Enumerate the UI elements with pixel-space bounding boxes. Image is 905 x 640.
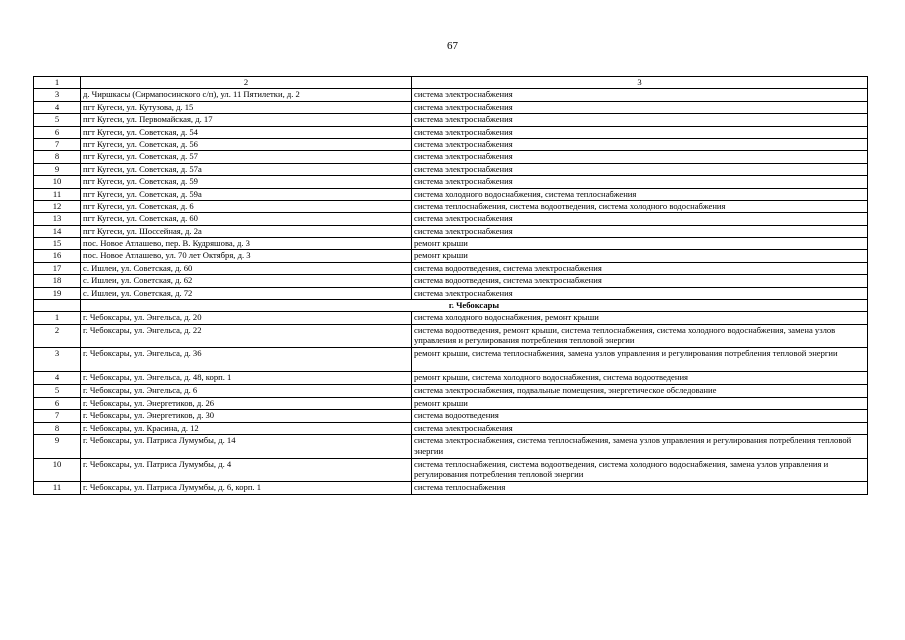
works-cell: система электроснабжения: [412, 422, 868, 434]
table-row: [34, 138, 868, 150]
address-cell: с. Ишлеи, ул. Советская, д. 72: [81, 287, 412, 299]
address-cell: г. Чебоксары, ул. Энгельса, д. 36: [81, 348, 412, 372]
section-title: г. Чебоксары: [81, 300, 868, 312]
address-cell: пос. Новое Атлашево, ул. 70 лет Октября, д. 3: [81, 250, 412, 262]
address-cell: пгт Кугеси, ул. Советская, д. 6: [81, 200, 412, 212]
row-number-cell: 5: [34, 114, 81, 126]
row-number-cell: 13: [34, 213, 81, 225]
table-row: [34, 213, 868, 225]
table-row: [34, 188, 868, 200]
address-cell: пгт Кугеси, ул. Советская, д. 56: [81, 138, 412, 150]
row-number-cell: 11: [34, 482, 81, 494]
address-cell: пгт Кугеси, ул. Советская, д. 59а: [81, 188, 412, 200]
address-cell: г. Чебоксары, ул. Энгельса, д. 48, корп. 1: [81, 372, 412, 385]
works-cell: система водоотведения: [412, 410, 868, 422]
works-cell: система холодного водоснабжения, система теплоснабжения: [412, 188, 868, 200]
page-number: 67: [447, 40, 458, 52]
works-cell: система электроснабжения: [412, 213, 868, 225]
header-row: [34, 77, 868, 89]
row-number-cell: 8: [34, 422, 81, 434]
row-number-cell: 4: [34, 101, 81, 113]
address-cell: пгт Кугеси, ул. Первомайская, д. 17: [81, 114, 412, 126]
section-row: [34, 300, 868, 312]
table-row: [34, 250, 868, 262]
row-number-cell: 3: [34, 348, 81, 372]
table-row: [34, 348, 868, 372]
works-cell: ремонт крыши: [412, 250, 868, 262]
works-cell: система теплоснабжения, система водоотведения, система холодного водоснабжения, замена узлов управления и регулирования потребления тепловой энергии: [412, 458, 868, 482]
works-cell: ремонт крыши: [412, 398, 868, 410]
table-row: [34, 200, 868, 212]
table-row: [34, 435, 868, 459]
row-number-cell: 3: [34, 89, 81, 101]
address-cell: пгт Кугеси, ул. Советская, д. 59: [81, 176, 412, 188]
works-cell: система холодного водоснабжения, ремонт крыши: [412, 312, 868, 324]
address-cell: д. Чиршкасы (Сирмапосинского с/п), ул. 11 Пятилетки, д. 2: [81, 89, 412, 101]
table-row: [34, 422, 868, 434]
works-cell: система электроснабжения, система теплоснабжения, замена узлов управления и регулирования потребления тепловой энергии: [412, 435, 868, 459]
row-number-cell: 10: [34, 176, 81, 188]
section-blank-cell: [34, 300, 81, 312]
works-cell: система водоотведения, система электроснабжения: [412, 262, 868, 274]
row-number-cell: 4: [34, 372, 81, 385]
address-cell: г. Чебоксары, ул. Энергетиков, д. 30: [81, 410, 412, 422]
repair-schedule-table: [33, 76, 868, 495]
works-cell: система теплоснабжения, система водоотведения, система холодного водоснабжения: [412, 200, 868, 212]
address-cell: с. Ишлеи, ул. Советская, д. 60: [81, 262, 412, 274]
works-cell: система электроснабжения: [412, 101, 868, 113]
works-cell: система электроснабжения: [412, 89, 868, 101]
row-number-cell: 6: [34, 126, 81, 138]
row-number-cell: 9: [34, 163, 81, 175]
table-row: [34, 225, 868, 237]
row-number-cell: 11: [34, 188, 81, 200]
address-cell: пгт Кугеси, ул. Кутузова, д. 15: [81, 101, 412, 113]
row-number-cell: 17: [34, 262, 81, 274]
row-number-cell: 10: [34, 458, 81, 482]
address-cell: пгт Кугеси, ул. Советская, д. 57а: [81, 163, 412, 175]
row-number-cell: 6: [34, 398, 81, 410]
row-number-cell: 12: [34, 200, 81, 212]
address-cell: с. Ишлеи, ул. Советская, д. 62: [81, 275, 412, 287]
address-cell: г. Чебоксары, ул. Красина, д. 12: [81, 422, 412, 434]
row-number-cell: 9: [34, 435, 81, 459]
row-number-cell: 7: [34, 410, 81, 422]
table-row: [34, 372, 868, 385]
table-row: [34, 151, 868, 163]
table-row: [34, 275, 868, 287]
works-cell: система электроснабжения: [412, 163, 868, 175]
table-row: [34, 89, 868, 101]
table-row: [34, 238, 868, 250]
works-cell: ремонт крыши, система холодного водоснабжения, система водоотведения: [412, 372, 868, 385]
table-row: [34, 410, 868, 422]
address-cell: г. Чебоксары, ул. Патриса Лумумбы, д. 6, корп. 1: [81, 482, 412, 494]
row-number-cell: 16: [34, 250, 81, 262]
table-row: [34, 312, 868, 324]
address-cell: пгт Кугеси, ул. Советская, д. 57: [81, 151, 412, 163]
address-cell: пгт Кугеси, ул. Шоссейная, д. 2а: [81, 225, 412, 237]
address-cell: г. Чебоксары, ул. Энгельса, д. 6: [81, 385, 412, 398]
works-cell: система водоотведения, система электроснабжения: [412, 275, 868, 287]
works-cell: система электроснабжения: [412, 225, 868, 237]
row-number-cell: 7: [34, 138, 81, 150]
row-number-cell: 2: [34, 324, 81, 348]
table-row: [34, 458, 868, 482]
row-number-cell: 14: [34, 225, 81, 237]
table-row: [34, 101, 868, 113]
address-cell: пос. Новое Атлашево, пер. В. Кудряшова, д. 3: [81, 238, 412, 250]
table-row: [34, 398, 868, 410]
works-cell: система электроснабжения: [412, 287, 868, 299]
address-cell: г. Чебоксары, ул. Энгельса, д. 20: [81, 312, 412, 324]
table-row: [34, 262, 868, 274]
works-cell: система электроснабжения, подвальные помещения, энергетическое обследование: [412, 385, 868, 398]
works-cell: ремонт крыши, система теплоснабжения, замена узлов управления и регулирования потребления тепловой энергии: [412, 348, 868, 372]
table-row: [34, 324, 868, 348]
address-cell: пгт Кугеси, ул. Советская, д. 60: [81, 213, 412, 225]
row-number-cell: 5: [34, 385, 81, 398]
works-cell: система электроснабжения: [412, 151, 868, 163]
row-number-cell: 8: [34, 151, 81, 163]
address-cell: пгт Кугеси, ул. Советская, д. 54: [81, 126, 412, 138]
row-number-cell: 18: [34, 275, 81, 287]
address-cell: г. Чебоксары, ул. Энергетиков, д. 26: [81, 398, 412, 410]
works-cell: система теплоснабжения: [412, 482, 868, 494]
table-row: [34, 114, 868, 126]
table-row: [34, 126, 868, 138]
address-cell: г. Чебоксары, ул. Патриса Лумумбы, д. 14: [81, 435, 412, 459]
row-number-cell: 15: [34, 238, 81, 250]
column-header-number: 1: [34, 77, 81, 89]
table-row: [34, 482, 868, 494]
table-row: [34, 176, 868, 188]
table-row: [34, 385, 868, 398]
address-cell: г. Чебоксары, ул. Патриса Лумумбы, д. 4: [81, 458, 412, 482]
works-cell: система электроснабжения: [412, 176, 868, 188]
table-row: [34, 163, 868, 175]
table-body: [34, 77, 868, 495]
row-number-cell: 19: [34, 287, 81, 299]
works-cell: система электроснабжения: [412, 114, 868, 126]
table-row: [34, 287, 868, 299]
row-number-cell: 1: [34, 312, 81, 324]
address-cell: г. Чебоксары, ул. Энгельса, д. 22: [81, 324, 412, 348]
column-header-works: 3: [412, 77, 868, 89]
works-cell: система водоотведения, ремонт крыши, система теплоснабжения, система холодного водоснабжения, замена узлов управления и регулирования потребления тепловой энергии: [412, 324, 868, 348]
works-cell: система электроснабжения: [412, 126, 868, 138]
works-cell: ремонт крыши: [412, 238, 868, 250]
column-header-address: 2: [81, 77, 412, 89]
works-cell: система электроснабжения: [412, 138, 868, 150]
